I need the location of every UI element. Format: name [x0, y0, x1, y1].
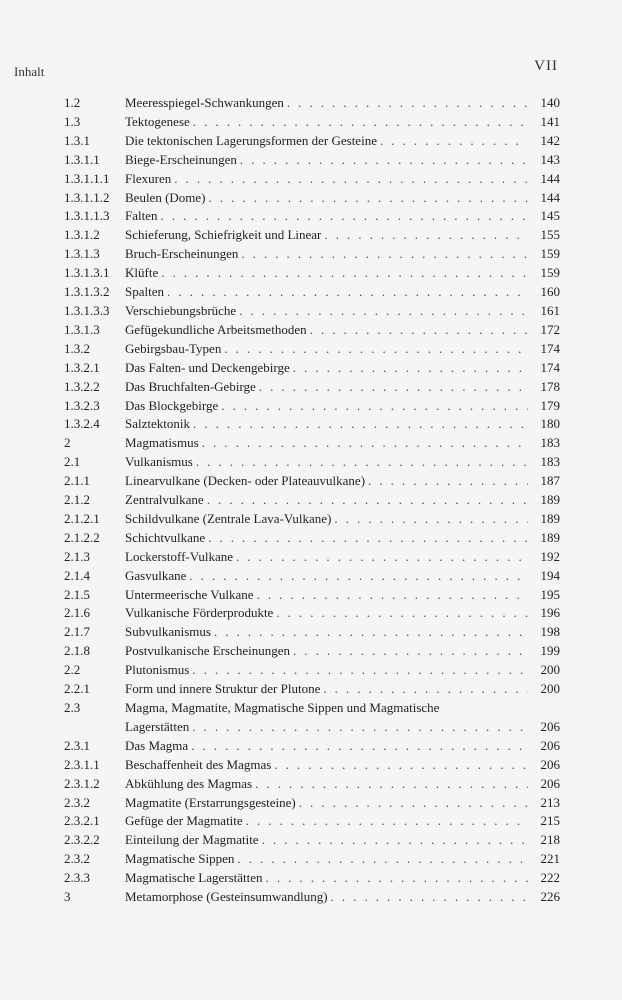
toc-entry-title: Bruch-Erscheinungen — [125, 246, 239, 262]
toc-entry-page: 141 — [540, 113, 560, 129]
toc-entry-page: 206 — [540, 756, 560, 772]
toc-entry-title: Postvulkanische Erscheinungen — [125, 643, 290, 659]
toc-entry-title: Gasvulkane — [125, 567, 187, 583]
toc-dot-leader — [191, 737, 528, 756]
toc-entry — [64, 94, 560, 113]
toc-dot-leader — [274, 756, 528, 775]
toc-entry-number: 1.3.1.1 — [64, 151, 100, 167]
toc-entry-title: Verschiebungsbrüche — [125, 302, 237, 318]
toc-entry-title: Beschaffenheit des Magmas — [125, 756, 272, 772]
toc-entry — [64, 888, 560, 907]
toc-dot-leader — [221, 397, 528, 416]
toc-dot-leader — [240, 151, 528, 170]
toc-entry-page: 160 — [540, 284, 560, 300]
toc-dot-leader — [266, 869, 528, 888]
toc-entry — [64, 661, 560, 680]
toc-entry-number: 2.1.1 — [64, 473, 90, 489]
toc-entry-number: 1.3.2.4 — [64, 416, 100, 432]
toc-entry-page: 183 — [540, 454, 560, 470]
toc-entry-page: 199 — [540, 643, 560, 659]
toc-entry — [64, 434, 560, 453]
toc-entry-page: 200 — [540, 662, 560, 678]
toc-entry — [64, 510, 560, 529]
toc-entry-title: Das Bruchfalten-Gebirge — [125, 378, 256, 394]
toc-entry-number: 1.3.1.3 — [64, 321, 100, 337]
toc-dot-leader — [224, 340, 528, 359]
toc-entry-number: 1.3.1.3.1 — [64, 265, 110, 281]
toc-dot-leader — [246, 812, 528, 831]
toc-entry-number: 2 — [64, 435, 71, 451]
toc-entry-page: 189 — [540, 529, 560, 545]
toc-entry-number: 2.3.2 — [64, 794, 90, 810]
toc-entry-title: Beulen (Dome) — [125, 189, 206, 205]
table-of-contents — [64, 94, 560, 907]
toc-dot-leader — [323, 680, 528, 699]
toc-entry-page: 174 — [540, 359, 560, 375]
toc-entry-title: Zentralvulkane — [125, 492, 204, 508]
toc-dot-leader — [331, 888, 528, 907]
toc-entry-page: 178 — [540, 378, 560, 394]
toc-entry-page: 143 — [540, 151, 560, 167]
toc-entry — [64, 170, 560, 189]
toc-entry-title: Magmatische Sippen — [125, 851, 235, 867]
toc-entry-page: 183 — [540, 435, 560, 451]
toc-dot-leader — [255, 775, 528, 794]
toc-entry — [64, 321, 560, 340]
toc-entry — [64, 472, 560, 491]
toc-entry-title: Magma, Magmatite, Magmatische Sippen und Magmatische — [125, 700, 440, 715]
toc-entry — [64, 850, 560, 869]
toc-entry-page: 213 — [540, 794, 560, 810]
toc-entry-page: 142 — [540, 132, 560, 148]
toc-entry-number: 1.3.1.3 — [64, 246, 100, 262]
toc-entry-title: Biege-Erscheinungen — [125, 151, 237, 167]
toc-entry-number: 1.3.1.1.1 — [64, 170, 110, 186]
toc-dot-leader — [241, 245, 528, 264]
toc-entry-title: Schildvulkane (Zentrale Lava-Vulkane) — [125, 510, 332, 526]
toc-entry-number: 2.1.3 — [64, 548, 90, 564]
toc-entry-title: Vulkanische Förderprodukte — [125, 605, 274, 621]
toc-entry-number: 2.2.1 — [64, 681, 90, 697]
toc-entry-page: 206 — [540, 718, 560, 734]
toc-dot-leader — [193, 113, 528, 132]
toc-dot-leader — [287, 94, 528, 113]
toc-dot-leader — [259, 378, 528, 397]
toc-entry-number: 1.3.2.3 — [64, 397, 100, 413]
toc-entry — [64, 397, 560, 416]
toc-entry-title: Magmatismus — [125, 435, 199, 451]
toc-entry-title: Das Falten- und Deckengebirge — [125, 359, 290, 375]
toc-entry-number: 2.3.2.2 — [64, 832, 100, 848]
toc-entry — [64, 226, 560, 245]
toc-entry — [64, 604, 560, 623]
running-header-page-number: VII — [534, 58, 558, 74]
toc-dot-leader — [310, 321, 528, 340]
toc-dot-leader — [237, 850, 528, 869]
toc-entry-number: 2.2 — [64, 662, 81, 678]
running-header-section: Inhalt — [14, 64, 45, 79]
toc-dot-leader — [368, 472, 528, 491]
toc-entry-title: Die tektonischen Lagerungsformen der Gesteine — [125, 132, 377, 148]
toc-entry-page: 159 — [540, 246, 560, 262]
toc-entry — [64, 378, 560, 397]
toc-entry-page: 198 — [540, 624, 560, 640]
toc-entry-number: 1.3.2.2 — [64, 378, 100, 394]
toc-entry-page: 218 — [540, 832, 560, 848]
toc-entry-title: Linearvulkane (Decken- oder Plateauvulkane) — [125, 473, 366, 489]
toc-entry — [64, 623, 560, 642]
toc-dot-leader — [161, 207, 529, 226]
toc-entry-title: Metamorphose (Gesteinsumwandlung) — [125, 889, 328, 905]
toc-entry-number: 1.3.2.1 — [64, 359, 100, 375]
toc-entry-page: 189 — [540, 510, 560, 526]
toc-entry-number: 2.1 — [64, 454, 81, 470]
toc-entry — [64, 264, 560, 283]
toc-entry-title: Form und innere Struktur der Plutone — [125, 681, 321, 697]
toc-dot-leader — [334, 510, 528, 529]
toc-entry-page: 172 — [540, 321, 560, 337]
toc-entry — [64, 113, 560, 132]
toc-dot-leader — [257, 586, 528, 605]
toc-entry-title: Salztektonik — [125, 416, 190, 432]
toc-entry-title: Schieferung, Schiefrigkeit und Linear — [125, 227, 322, 243]
toc-entry-title: Magmatische Lagerstätten — [125, 870, 263, 886]
toc-entry-number: 2.3.2.1 — [64, 813, 100, 829]
toc-entry-page: 222 — [540, 870, 560, 886]
toc-entry — [64, 151, 560, 170]
toc-entry-page: 179 — [540, 397, 560, 413]
toc-entry-number: 3 — [64, 889, 71, 905]
toc-entry-page: 215 — [540, 813, 560, 829]
toc-dot-leader — [202, 434, 528, 453]
toc-dot-leader — [324, 226, 528, 245]
toc-entry-page: 180 — [540, 416, 560, 432]
toc-entry-page: 155 — [540, 227, 560, 243]
toc-entry-page: 194 — [540, 567, 560, 583]
toc-entry-page: 144 — [540, 170, 560, 186]
toc-dot-leader — [380, 132, 528, 151]
toc-entry — [64, 491, 560, 510]
toc-entry-number: 1.3.1.3.2 — [64, 284, 110, 300]
toc-entry-title: Einteilung der Magmatite — [125, 832, 259, 848]
toc-dot-leader — [214, 623, 528, 642]
toc-entry — [64, 642, 560, 661]
toc-entry — [64, 831, 560, 850]
toc-entry-title: Lagerstätten — [125, 718, 190, 734]
toc-entry — [64, 699, 560, 718]
toc-dot-leader — [299, 794, 528, 813]
toc-entry — [64, 680, 560, 699]
toc-entry-number: 2.1.2.1 — [64, 510, 100, 526]
toc-entry-page: 226 — [540, 889, 560, 905]
toc-dot-leader — [239, 302, 528, 321]
toc-entry-title: Falten — [125, 208, 158, 224]
toc-entry — [64, 302, 560, 321]
toc-entry-title: Tektogenese — [125, 113, 190, 129]
toc-entry-number: 1.3.2 — [64, 340, 90, 356]
toc-entry-number: 2.3.1 — [64, 737, 90, 753]
toc-dot-leader — [293, 642, 528, 661]
toc-entry-number: 2.1.4 — [64, 567, 90, 583]
toc-entry-page: 140 — [540, 95, 560, 110]
toc-dot-leader — [192, 661, 528, 680]
toc-entry-page: 196 — [540, 605, 560, 621]
toc-dot-leader — [193, 415, 528, 434]
toc-entry-number: 2.1.8 — [64, 643, 90, 659]
toc-entry — [64, 756, 560, 775]
toc-entry — [64, 737, 560, 756]
toc-entry-number: 2.3.1.2 — [64, 775, 100, 791]
toc-entry — [64, 548, 560, 567]
toc-entry-title: Magmatite (Erstarrungsgesteine) — [125, 794, 296, 810]
toc-entry-page: 145 — [540, 208, 560, 224]
toc-entry-page: 187 — [540, 473, 560, 489]
toc-entry-title: Vulkanismus — [125, 454, 193, 470]
toc-entry — [64, 869, 560, 888]
toc-entry-title: Gefügekundliche Arbeitsmethoden — [125, 321, 307, 337]
toc-dot-leader — [208, 529, 528, 548]
toc-entry-number: 1.3 — [64, 113, 81, 129]
toc-entry — [64, 340, 560, 359]
toc-entry-page: 221 — [540, 851, 560, 867]
toc-entry — [64, 283, 560, 302]
toc-dot-leader — [262, 831, 528, 850]
toc-entry-number: 2.3.3 — [64, 870, 90, 886]
toc-dot-leader — [189, 567, 528, 586]
toc-entry-page: 195 — [540, 586, 560, 602]
toc-entry-page: 159 — [540, 265, 560, 281]
toc-dot-leader — [161, 264, 528, 283]
toc-entry-number: 2.1.5 — [64, 586, 90, 602]
toc-entry — [64, 718, 560, 737]
toc-entry-number: 1.3.1.2 — [64, 227, 100, 243]
toc-entry — [64, 453, 560, 472]
toc-entry — [64, 189, 560, 208]
toc-entry — [64, 567, 560, 586]
toc-entry-number: 2.3.1.1 — [64, 756, 100, 772]
toc-entry-number: 2.1.6 — [64, 605, 90, 621]
toc-entry-number: 1.2 — [64, 95, 81, 110]
toc-entry-title: Das Magma — [125, 737, 189, 753]
toc-entry-title: Untermeerische Vulkane — [125, 586, 254, 602]
toc-entry-title: Abkühlung des Magmas — [125, 775, 253, 791]
toc-entry-number: 1.3.1.3.3 — [64, 302, 110, 318]
toc-entry-title: Das Blockgebirge — [125, 397, 219, 413]
toc-entry-title: Meeresspiegel-Schwankungen — [125, 95, 284, 110]
toc-entry-title: Subvulkanismus — [125, 624, 211, 640]
toc-entry-page: 189 — [540, 492, 560, 508]
toc-entry — [64, 207, 560, 226]
toc-entry-page: 174 — [540, 340, 560, 356]
toc-entry-page: 206 — [540, 775, 560, 791]
toc-entry-number: 1.3.1.1.2 — [64, 189, 110, 205]
toc-dot-leader — [236, 548, 528, 567]
toc-dot-leader — [196, 453, 528, 472]
toc-entry-page: 144 — [540, 189, 560, 205]
toc-entry-title: Lockerstoff-Vulkane — [125, 548, 233, 564]
toc-dot-leader — [174, 170, 528, 189]
toc-entry-title: Gebirgsbau-Typen — [125, 340, 222, 356]
toc-entry-page: 192 — [540, 548, 560, 564]
toc-entry — [64, 775, 560, 794]
toc-dot-leader — [192, 718, 528, 737]
toc-entry — [64, 415, 560, 434]
toc-dot-leader — [293, 359, 528, 378]
toc-entry — [64, 529, 560, 548]
toc-entry-number: 2.1.2 — [64, 492, 90, 508]
toc-dot-leader — [207, 491, 528, 510]
toc-entry-title: Schichtvulkane — [125, 529, 206, 545]
toc-entry — [64, 794, 560, 813]
toc-entry — [64, 586, 560, 605]
toc-entry — [64, 132, 560, 151]
toc-entry-page: 161 — [540, 302, 560, 318]
toc-entry-title: Gefüge der Magmatite — [125, 813, 243, 829]
toc-dot-leader — [209, 189, 528, 208]
toc-entry — [64, 359, 560, 378]
toc-entry-title: Flexuren — [125, 170, 172, 186]
toc-entry-number: 2.3 — [64, 700, 81, 715]
toc-entry-number: 2.3.2 — [64, 851, 90, 867]
toc-entry-page: 200 — [540, 681, 560, 697]
toc-entry — [64, 812, 560, 831]
toc-entry-number: 2.1.2.2 — [64, 529, 100, 545]
toc-entry-title: Klüfte — [125, 265, 159, 281]
toc-entry — [64, 245, 560, 264]
toc-entry-page: 206 — [540, 737, 560, 753]
toc-entry-number: 2.1.7 — [64, 624, 90, 640]
toc-entry-title: Spalten — [125, 284, 164, 300]
toc-entry-title: Plutonismus — [125, 662, 190, 678]
toc-dot-leader — [167, 283, 528, 302]
toc-entry-number: 1.3.1.1.3 — [64, 208, 110, 224]
toc-dot-leader — [276, 604, 528, 623]
toc-entry-number: 1.3.1 — [64, 132, 90, 148]
